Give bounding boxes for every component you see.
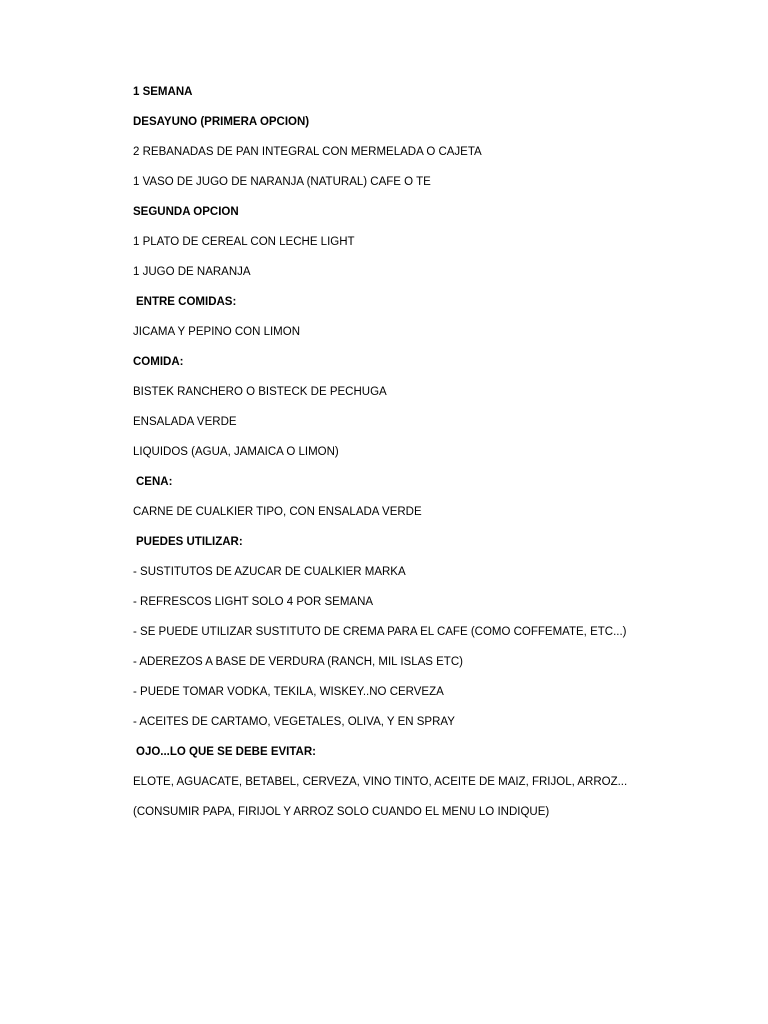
- text-line: 2 REBANADAS DE PAN INTEGRAL CON MERMELADA O CAJETA: [133, 146, 482, 158]
- list-item: - REFRESCOS LIGHT SOLO 4 POR SEMANA: [133, 596, 374, 608]
- heading-breakfast-first-option: DESAYUNO (PRIMERA OPCION): [133, 116, 310, 128]
- list-item: - SE PUEDE UTILIZAR SUSTITUTO DE CREMA PARA EL CAFE (COMO COFFEMATE, ETC...): [133, 626, 627, 638]
- text-line: JICAMA Y PEPINO CON LIMON: [133, 326, 301, 338]
- text-line: 1 PLATO DE CEREAL CON LECHE LIGHT: [133, 236, 355, 248]
- heading-second-option: SEGUNDA OPCION: [133, 206, 239, 218]
- heading-week: 1 SEMANA: [133, 86, 193, 98]
- text-line: (CONSUMIR PAPA, FIRIJOL Y ARROZ SOLO CUANDO EL MENU LO INDIQUE): [133, 806, 550, 818]
- list-item: - SUSTITUTOS DE AZUCAR DE CUALKIER MARKA: [133, 566, 406, 578]
- list-item: - ADEREZOS A BASE DE VERDURA (RANCH, MIL ISLAS ETC): [133, 656, 463, 668]
- list-item: - ACEITES DE CARTAMO, VEGETALES, OLIVA, Y EN SPRAY: [133, 716, 455, 728]
- heading-avoid: OJO...LO QUE SE DEBE EVITAR:: [136, 746, 316, 758]
- text-line: ELOTE, AGUACATE, BETABEL, CERVEZA, VINO TINTO, ACEITE DE MAIZ, FRIJOL, ARROZ...: [133, 776, 628, 788]
- text-line: CARNE DE CUALKIER TIPO, CON ENSALADA VERDE: [133, 506, 422, 518]
- text-line: ENSALADA VERDE: [133, 416, 237, 428]
- heading-you-can-use: PUEDES UTILIZAR:: [136, 536, 243, 548]
- heading-lunch: COMIDA:: [133, 356, 184, 368]
- list-item: - PUEDE TOMAR VODKA, TEKILA, WISKEY..NO CERVEZA: [133, 686, 444, 698]
- text-line: BISTEK RANCHERO O BISTECK DE PECHUGA: [133, 386, 387, 398]
- text-line: 1 JUGO DE NARANJA: [133, 266, 251, 278]
- text-line: 1 VASO DE JUGO DE NARANJA (NATURAL) CAFE O TE: [133, 176, 431, 188]
- heading-dinner: CENA:: [136, 476, 173, 488]
- heading-between-meals: ENTRE COMIDAS:: [136, 296, 237, 308]
- text-line: LIQUIDOS (AGUA, JAMAICA O LIMON): [133, 446, 339, 458]
